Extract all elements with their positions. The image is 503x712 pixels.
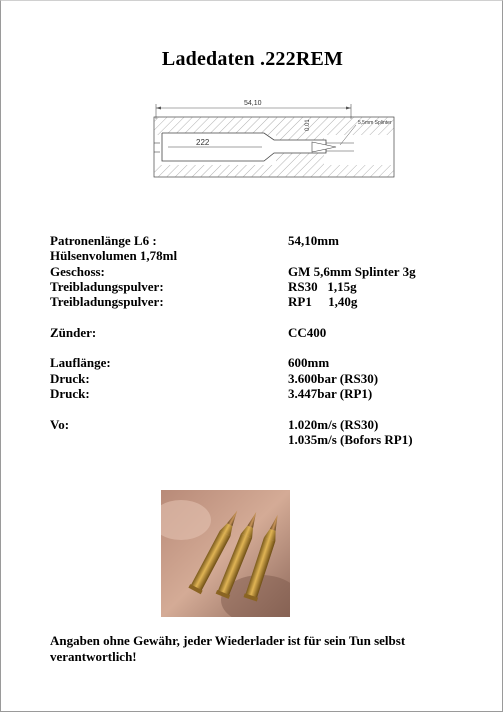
spec-row	[50, 417, 470, 432]
spec-label: Lauflänge:	[50, 355, 111, 371]
spec-label: Patronenlänge L6 :	[50, 233, 157, 248]
note-label: 5,5mm Splinter	[358, 120, 392, 126]
spec-row	[50, 325, 470, 340]
spec-value: 54,10mm	[288, 233, 339, 248]
spec-gap	[50, 401, 470, 416]
spec-label: Geschoss:	[50, 263, 105, 279]
spec-row	[50, 355, 470, 370]
spec-row	[50, 248, 470, 263]
spec-value: 1.020m/s (RS30)	[288, 416, 379, 432]
spec-value: 1.035m/s (Bofors RP1)	[288, 431, 413, 447]
spec-value: CC400	[288, 324, 327, 340]
disclaimer: Angaben ohne Gewähr, jeder Wiederlader ist für sein Tun selbst verantwortlich!	[50, 633, 406, 664]
case-label: 222	[196, 138, 210, 147]
dimension-label: 54,10	[244, 100, 262, 107]
spec-row	[50, 371, 470, 386]
spec-value: 3.600bar (RS30)	[288, 370, 379, 386]
cartridge-photo	[161, 490, 290, 617]
spec-label: Hülsenvolumen 1,78ml	[50, 248, 178, 264]
spec-row	[50, 264, 470, 279]
cartridge-photo-image	[161, 490, 290, 617]
spec-value: RS30 1,15g	[288, 278, 357, 294]
spec-value: RP1 1,40g	[288, 294, 358, 310]
spec-value: 3.447bar (RP1)	[288, 385, 373, 401]
spec-row	[50, 432, 470, 447]
spec-value: GM 5,6mm Splinter 3g	[288, 263, 416, 279]
spec-label: Druck:	[50, 370, 90, 386]
spec-value: 600mm	[288, 355, 330, 371]
spec-row	[50, 279, 470, 294]
page-title: Ladedaten .222REM	[161, 48, 344, 70]
spec-row	[50, 233, 470, 248]
spec-row	[50, 294, 470, 309]
spec-label: Zünder:	[50, 324, 97, 340]
spec-label: Druck:	[50, 385, 90, 401]
spec-label: Treibladungspulver:	[50, 294, 164, 310]
spec-value	[288, 248, 470, 263]
cartridge-drawing	[104, 95, 404, 185]
spec-label: Treibladungspulver:	[50, 278, 164, 294]
spec-row	[50, 386, 470, 401]
spec-gap	[50, 309, 470, 324]
spec-label: Vo:	[50, 416, 70, 432]
bore-label: 0.01	[305, 119, 311, 131]
spec-label	[50, 432, 288, 447]
spec-list	[50, 233, 470, 447]
spec-gap	[50, 340, 470, 355]
cartridge-diagram	[104, 95, 404, 185]
